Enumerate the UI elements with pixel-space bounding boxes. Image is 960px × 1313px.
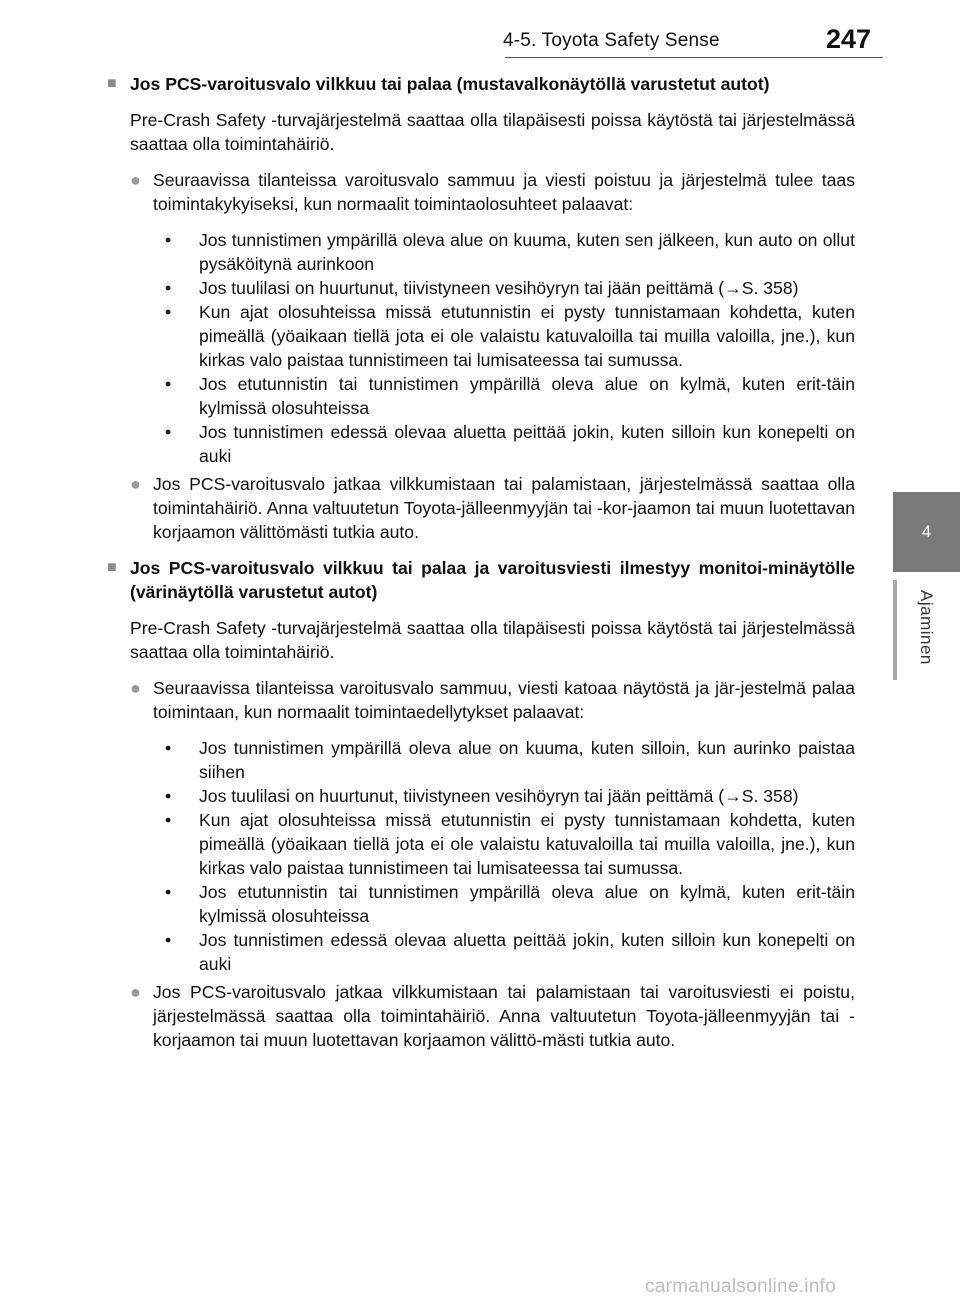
dot-item (107, 472, 855, 544)
chapter-label: Ajaminen (917, 590, 936, 665)
square-bullet-icon: ■ (107, 75, 117, 92)
list-item: • Jos tunnistimen edessä olevaa aluetta peittää jokin, kuten silloin kun konepelti on auki (165, 422, 855, 466)
list-item: • Jos etutunnistin tai tunnistimen ympärillä oleva alue on kylmä, kuten erit-täin kylmissä olosuhteissa (165, 374, 855, 418)
page-header (0, 22, 960, 62)
section-heading-text: Jos PCS-varoitusvalo vilkkuu tai palaa ja varoitusviesti ilmestyy monitoi-minäytölle (värinäytöllä varustetut autot) (130, 558, 855, 602)
list-item: • Jos tuulilasi on huurtunut, tiivistyneen vesihöyryn tai jään peittämä (→S. 358) (153, 784, 855, 808)
section-intro: Pre-Crash Safety -turvajärjestelmä saattaa olla tilapäisesti poissa käytöstä tai järjestelmässä saattaa olla toimintahäiriö. (130, 618, 855, 662)
list-item-text: Kun ajat olosuhteissa missä etutunnistin ei pysty tunnistamaan kohdetta, kuten pimeällä (yöaikaan tiellä jota ei ole valaistu katuvaloilla tai muilla valoilla, jne.), kun kirkas valo paistaa tunnistimeen tai lumisateessa tai sumussa. (199, 302, 855, 370)
list-item-text: Jos tunnistimen edessä olevaa aluetta peittää jokin, kuten silloin kun konepelti on auki (199, 930, 855, 974)
section-title: 4-5. Toyota Safety Sense (503, 30, 720, 51)
dot-item-text: Jos PCS-varoitusvalo jatkaa vilkkumistaan tai palamistaan, järjestelmässä saattaa olla toimintahäiriö. Anna valtuutetun Toyota-jälleenmyyjän tai -kor-jaamon tai muun luotettavan korjaamon välittömästi tutkia auto. (153, 474, 855, 542)
list-item-text: Jos tunnistimen ympärillä oleva alue on kuuma, kuten sen jälkeen, kun auto on ollut pysäköitynä aurinkoon (199, 230, 855, 274)
list-item-text: Jos tunnistimen edessä olevaa aluetta peittää jokin, kuten silloin kun konepelti on auki (199, 422, 855, 466)
list-item: • Kun ajat olosuhteissa missä etutunnistin ei pysty tunnistamaan kohdetta, kuten pimeällä (yöaikaan tiellä jota ei ole valaistu katuvaloilla tai muilla valoilla, jne.), kun kirkas valo paistaa tunnistimeen tai lumisateessa tai sumussa. (165, 810, 855, 878)
list-item: • Jos tunnistimen ympärillä oleva alue on kuuma, kuten sen jälkeen, kun auto on ollut pysäköitynä aurinkoon (165, 230, 855, 274)
watermark-link[interactable]: carmanualsonline.info (645, 1276, 837, 1297)
circle-bullet-icon: ● (130, 678, 141, 698)
list-item: • Jos tunnistimen ympärillä oleva alue on kuuma, kuten silloin, kun aurinko paistaa siihen (165, 738, 855, 782)
list-item: • Jos tuulilasi on huurtunut, tiivistyneen vesihöyryn tai jään peittämä (→S. 358) (153, 276, 855, 300)
dot-item-text: Seuraavissa tilanteissa varoitusvalo sammuu ja viesti poistuu ja järjestelmä tulee taas toimintakykyiseksi, kun normaalit toimintaolosuhteet palaavat: (153, 170, 855, 214)
page-number: 247 (826, 24, 872, 54)
section-heading (107, 72, 855, 96)
circle-bullet-icon: ● (130, 170, 141, 190)
dot-item-text: Seuraavissa tilanteissa varoitusvalo sammuu, viesti katoaa näytöstä ja jär-jestelmä palaa toimintaan, kun normaalit toimintaedellytykset palaavat: (153, 678, 855, 722)
list-item: • Jos tunnistimen edessä olevaa aluetta peittää jokin, kuten silloin kun konepelti on auki (165, 930, 855, 974)
dot-item (107, 980, 855, 1052)
list-item: • Kun ajat olosuhteissa missä etutunnistin ei pysty tunnistamaan kohdetta, kuten pimeällä (yöaikaan tiellä jota ei ole valaistu katuvaloilla tai muilla valoilla, jne.), kun kirkas valo paistaa tunnistimeen tai lumisateessa tai sumussa. (165, 302, 855, 370)
chapter-tab-bar (893, 580, 897, 680)
bullet-list (153, 228, 855, 468)
section-heading-text: Jos PCS-varoitusvalo vilkkuu tai palaa (mustavalkonäytöllä varustetut autot) (130, 74, 770, 94)
dot-item (107, 168, 855, 216)
page-content (107, 72, 855, 1064)
square-bullet-icon: ■ (107, 559, 117, 576)
bullet-list (153, 736, 855, 976)
list-item-text: Jos tuulilasi on huurtunut, tiivistyneen vesihöyryn tai jään peittämä (→S. 358) (199, 278, 799, 298)
section-heading (107, 556, 855, 604)
list-item-text: Jos etutunnistin tai tunnistimen ympärillä oleva alue on kylmä, kuten erit-täin kylmissä olosuhteissa (199, 374, 855, 418)
list-item-text: Jos etutunnistin tai tunnistimen ympärillä oleva alue on kylmä, kuten erit-täin kylmissä olosuhteissa (199, 882, 855, 926)
chapter-label-box (900, 590, 952, 680)
dot-item-text: Jos PCS-varoitusvalo jatkaa vilkkumistaan tai palamistaan tai varoitusviesti ei poistu, järjestelmässä saattaa olla toimintahäiriö. Anna valtuutetun Toyota-jälleenmyyjän tai -korjaamon tai muun luotettavan korjaamon välittö-mästi tutkia auto. (153, 982, 855, 1050)
circle-bullet-icon: ● (130, 474, 141, 494)
list-item-text: Kun ajat olosuhteissa missä etutunnistin ei pysty tunnistamaan kohdetta, kuten pimeällä (yöaikaan tiellä jota ei ole valaistu katuvaloilla tai muilla valoilla, jne.), kun kirkas valo paistaa tunnistimeen tai lumisateessa tai sumussa. (199, 810, 855, 878)
chapter-tab (893, 492, 960, 572)
circle-bullet-icon: ● (130, 982, 141, 1002)
dot-item (107, 676, 855, 724)
chapter-number: 4 (921, 522, 932, 541)
header-divider (505, 57, 883, 58)
list-item-text: Jos tunnistimen ympärillä oleva alue on kuuma, kuten silloin, kun aurinko paistaa siihen (199, 738, 855, 782)
section-intro: Pre-Crash Safety -turvajärjestelmä saattaa olla tilapäisesti poissa käytöstä tai järjestelmässä saattaa olla toimintahäiriö. (130, 110, 855, 154)
list-item: • Jos etutunnistin tai tunnistimen ympärillä oleva alue on kylmä, kuten erit-täin kylmissä olosuhteissa (165, 882, 855, 926)
list-item-text: Jos tuulilasi on huurtunut, tiivistyneen vesihöyryn tai jään peittämä (→S. 358) (199, 786, 799, 806)
